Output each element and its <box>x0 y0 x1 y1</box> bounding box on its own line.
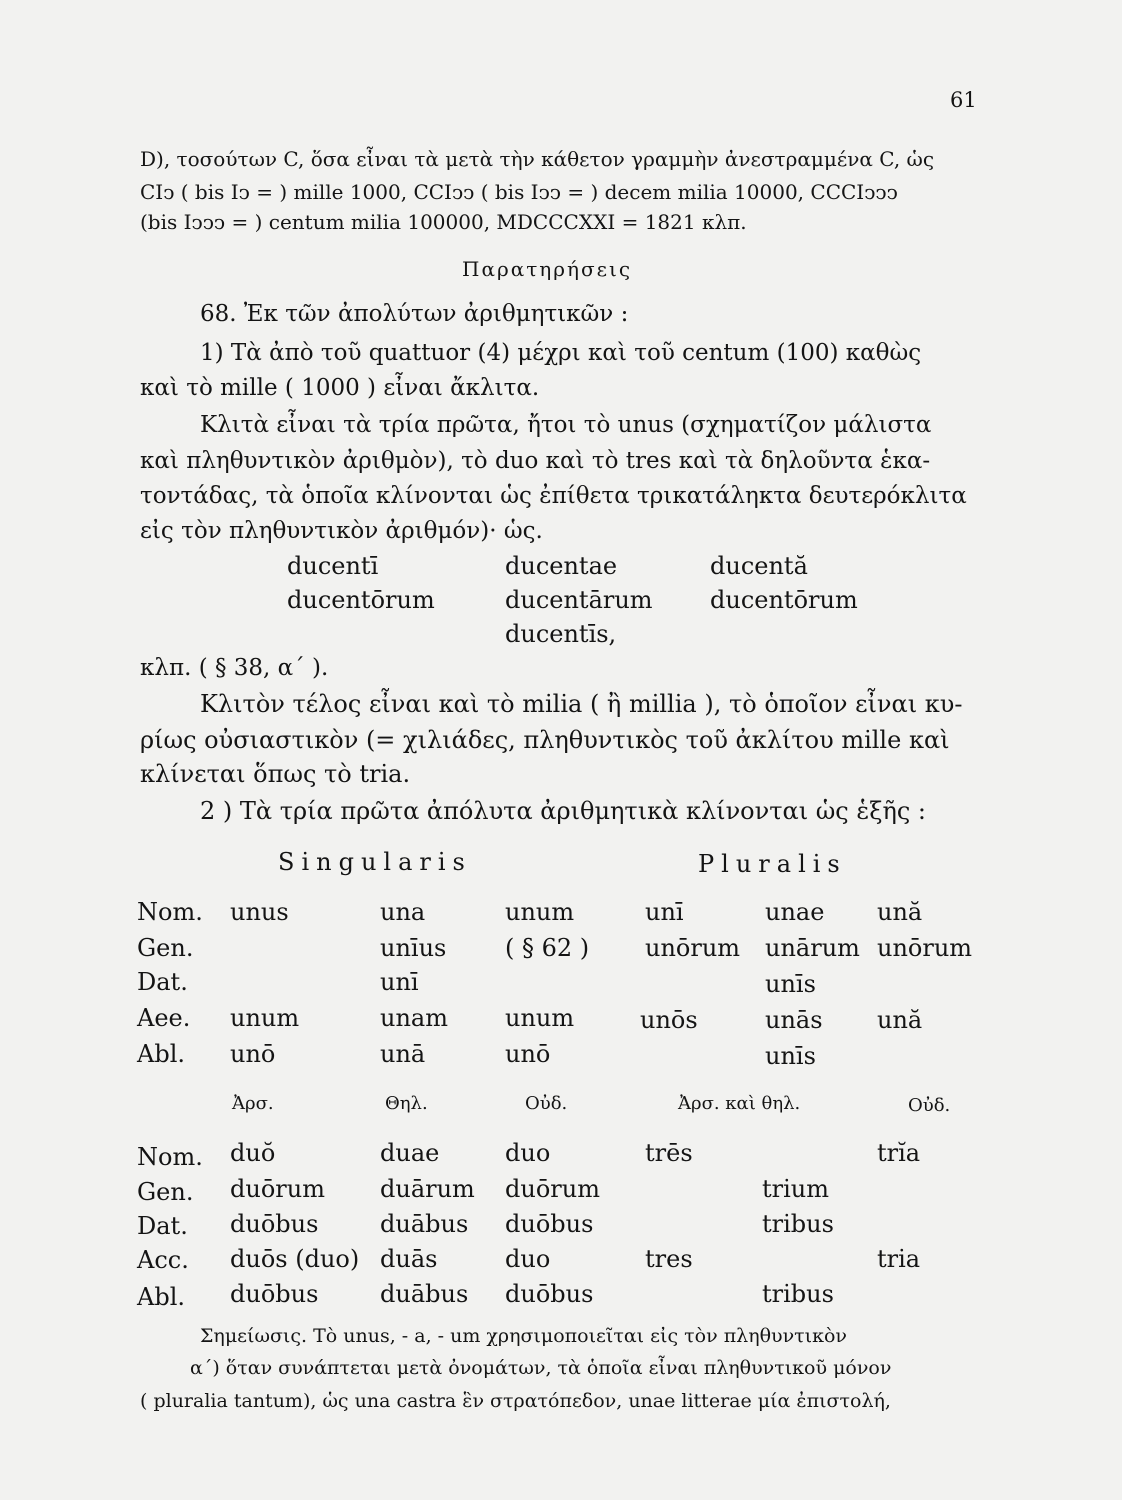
table-cell: duābus <box>380 1280 469 1308</box>
ducenti-form: ducentī <box>287 552 379 580</box>
table-cell: trēs <box>645 1139 693 1167</box>
table-cell: Gen. <box>137 1178 194 1206</box>
body-line: καὶ πληθυντικὸν ἀριθμὸν), τὸ duo καὶ τὸ tres καὶ τὰ δηλοῦντα ἑκα- <box>140 448 931 474</box>
table-cell: unae <box>765 898 825 926</box>
table-cell: duōbus <box>505 1210 594 1238</box>
body-line: Κλιτὰ εἶναι τὰ τρία πρῶτα, ἤτοι τὸ unus (σχηματίζον μάλιστα <box>200 412 932 438</box>
pluralis-header: Pluralis <box>698 850 847 878</box>
table-cell: unum <box>230 1004 300 1032</box>
table-cell: unus <box>230 898 289 926</box>
table-cell: unīus <box>380 934 447 962</box>
table-cell: duŏ <box>230 1139 276 1167</box>
body-line: καὶ τὸ mille ( 1000 ) εἶναι ἄκλιτα. <box>140 375 540 401</box>
table-cell: ( § 62 ) <box>505 934 590 962</box>
table-cell: Aee. <box>137 1004 191 1032</box>
table-cell: duo <box>505 1139 551 1167</box>
table-cell: una <box>380 898 426 926</box>
table-cell: duo <box>505 1245 551 1273</box>
table-cell: trium <box>762 1175 830 1203</box>
table-cell: duōbus <box>230 1210 319 1238</box>
body-line: εἰς τὸν πληθυντικὸν ἀριθμόν)· ὡς. <box>140 518 543 544</box>
table-cell: Nom. <box>137 898 203 926</box>
table-cell: unam <box>380 1004 448 1032</box>
singularis-header: Singularis <box>278 848 472 876</box>
table-cell: unum <box>505 1004 575 1032</box>
table-cell: Gen. <box>137 934 194 962</box>
section-heading: Παρατηρήσεις <box>462 257 633 281</box>
table-cell: Dat. <box>137 1212 188 1240</box>
table-cell: unō <box>505 1040 551 1068</box>
body-line: Κλιτὸν τέλος εἶναι καὶ τὸ milia ( ἢ millia ), τὸ ὁποῖον εἶναι κυ- <box>200 690 963 718</box>
body-line: 1) Τὰ ἀπὸ τοῦ quattuor (4) μέχρι καὶ τοῦ centum (100) καθὼς <box>200 340 922 366</box>
note-line: ( pluralia tantum), ὡς una castra ἓν στρατόπεδον, unae litterae μία ἐπιστολή, <box>140 1390 891 1412</box>
table-cell: Nom. <box>137 1143 203 1171</box>
table-cell: duōbus <box>230 1280 319 1308</box>
ducenti-form: ducentīs, <box>505 620 617 648</box>
body-line: κλίνεται ὅπως τὸ tria. <box>140 760 411 788</box>
table-cell: unīs <box>765 970 816 998</box>
table-cell: duōs (duo) <box>230 1245 360 1273</box>
table-cell: Abl. <box>137 1283 185 1311</box>
page-number: 61 <box>950 88 977 112</box>
body-line: τοντάδας, τὰ ὁποῖα κλίνονται ὡς ἐπίθετα τρικατάληκτα δευτερόκλιτα <box>140 483 967 509</box>
ducenti-form: ducentōrum <box>287 586 435 614</box>
body-line: ρίως οὐσιαστικὸν (= χιλιάδες, πληθυντικὸς τοῦ ἀκλίτου mille καὶ <box>140 726 950 754</box>
table-cell: unō <box>230 1040 276 1068</box>
table-cell: unā <box>380 1040 426 1068</box>
table-cell: duae <box>380 1139 440 1167</box>
table-cell: unum <box>505 898 575 926</box>
note-line: Σημείωσις. Τὸ unus, - a, - um χρησιμοποιεῖται εἰς τὸν πληθυντικὸν <box>200 1325 847 1347</box>
table-cell: trĭa <box>877 1139 921 1167</box>
intro-line: D), τοσούτων C, ὅσα εἶναι τὰ μετὰ τὴν κάθετον γραμμὴν ἀνεστραμμένα C, ὡς <box>140 147 935 171</box>
body-line: κλπ. ( § 38, α΄ ). <box>140 655 329 681</box>
table-cell: duābus <box>380 1210 469 1238</box>
ducenti-form: ducentă <box>710 552 808 580</box>
table-cell: Acc. <box>137 1246 189 1274</box>
table-cell: Dat. <box>137 968 188 996</box>
table-cell: duās <box>380 1245 438 1273</box>
ducenti-form: ducentārum <box>505 586 653 614</box>
table-cell: unī <box>645 898 684 926</box>
ducenti-form: ducentae <box>505 552 618 580</box>
intro-line: (bis Iↄↄↄ = ) centum milia 100000, MDCCCXXI = 1821 κλπ. <box>140 210 747 234</box>
gender-header: Ἀρσ. <box>232 1093 274 1114</box>
table-cell: unārum <box>765 934 860 962</box>
table-cell: Abl. <box>137 1040 185 1068</box>
note-line: α΄) ὅταν συνάπτεται μετὰ ὀνομάτων, τὰ ὁποῖα εἶναι πληθυντικοῦ μόνον <box>190 1357 892 1379</box>
gender-header: Ἀρσ. καὶ θηλ. <box>678 1093 801 1114</box>
gender-header: Θηλ. <box>385 1093 428 1114</box>
ducenti-form: ducentōrum <box>710 586 858 614</box>
table-cell: ună <box>877 1006 923 1034</box>
table-cell: tria <box>877 1245 921 1273</box>
table-cell: tres <box>645 1245 693 1273</box>
gender-header: Οὐδ. <box>525 1093 568 1114</box>
body-line: 68. Ἐκ τῶν ἀπολύτων ἀριθμητικῶν : <box>200 301 629 327</box>
table-cell: unās <box>765 1006 823 1034</box>
table-cell: unīs <box>765 1042 816 1070</box>
gender-header: Οὐδ. <box>908 1095 951 1116</box>
table-cell: ună <box>877 898 923 926</box>
table-cell: unōs <box>640 1006 698 1034</box>
table-cell: unī <box>380 968 419 996</box>
table-cell: tribus <box>762 1210 834 1238</box>
table-cell: duōrum <box>230 1175 325 1203</box>
body-line: 2 ) Τὰ τρία πρῶτα ἀπόλυτα ἀριθμητικὰ κλίνονται ὡς ἑξῆς : <box>200 797 926 825</box>
table-cell: unōrum <box>877 934 973 962</box>
table-cell: unōrum <box>645 934 741 962</box>
intro-line: CIↄ ( bis Iↄ = ) mille 1000, CCIↄↄ ( bis Iↄↄ = ) decem milia 10000, CCCIↄↄↄ <box>140 180 898 204</box>
table-cell: tribus <box>762 1280 834 1308</box>
table-cell: duōbus <box>505 1280 594 1308</box>
table-cell: duārum <box>380 1175 475 1203</box>
table-cell: duōrum <box>505 1175 600 1203</box>
